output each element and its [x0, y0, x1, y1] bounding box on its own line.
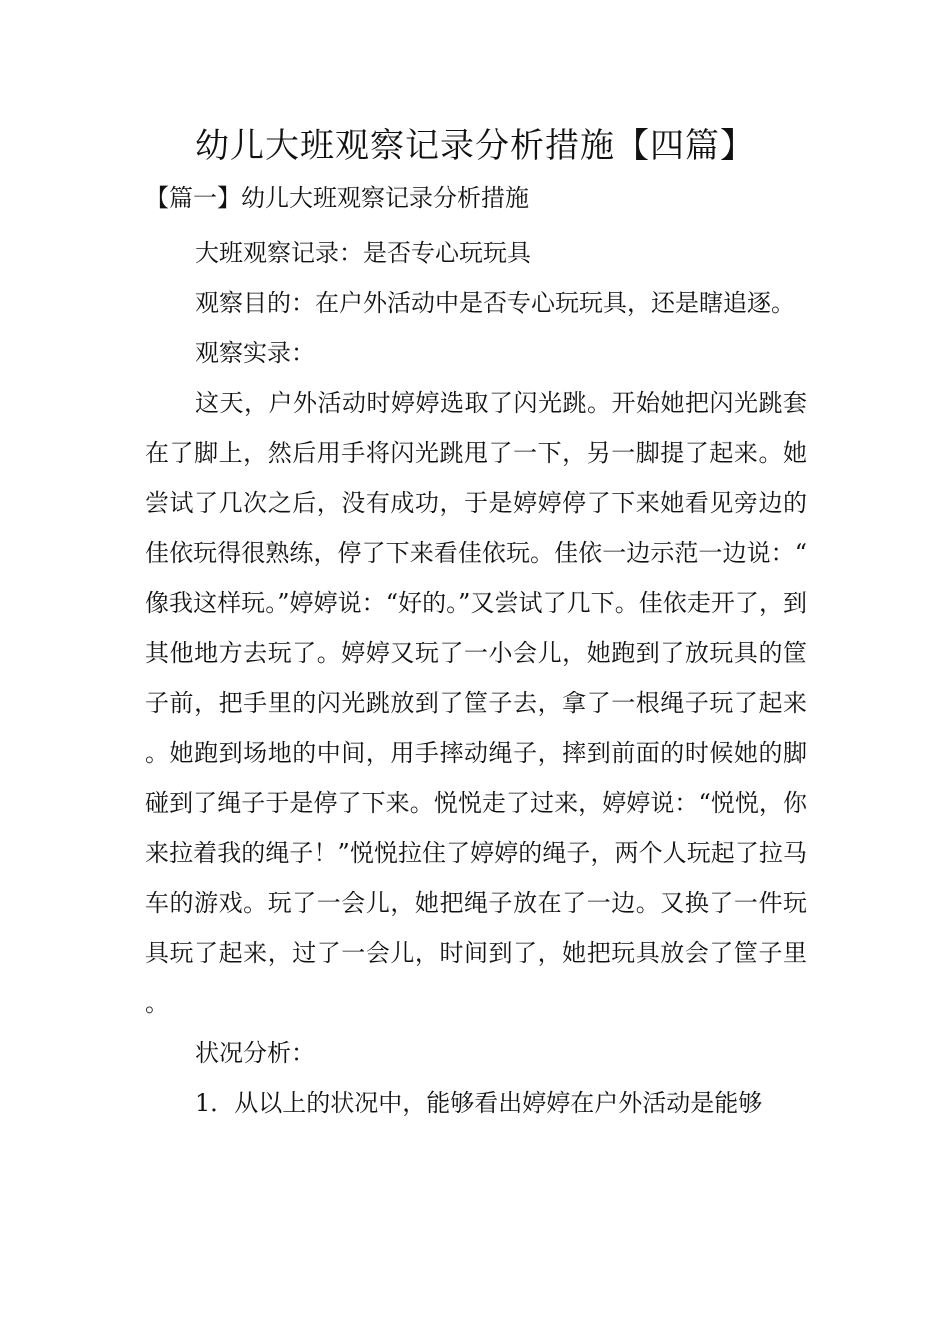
- document-body: [145, 228, 807, 1128]
- paragraph-record-heading: 观察实录：: [195, 339, 315, 367]
- section-heading: 【篇一】幼儿大班观察记录分析措施: [145, 184, 529, 212]
- paragraph-purpose: 观察目的：在户外活动中是否专心玩玩具，还是瞎追逐。: [195, 289, 795, 317]
- paragraph-record: 这天，户外活动时婷婷选取了闪光跳。开始她把闪光跳套在了脚上，然后用手将闪光跳甩了一下，另一脚提了起来。她尝试了几次之后，没有成功，于是婷婷停了下来她看见旁边的佳依玩得很熟练，停了下来看佳依玩。佳依一边示范一边说：“像我这样玩。”婷婷说：“好的。”又尝试了几下。佳依走开了，到其他地方去玩了。婷婷又玩了一小会儿，她跑到了放玩具的筐子前，把手里的闪光跳放到了筐子去，拿了一根绳子玩了起来。她跑到场地的中间，用手摔动绳子，摔到前面的时候她的脚碰到了绳子于是停了下来。悦悦走了过来，婷婷说：“悦悦，你来拉着我的绳子！”悦悦拉住了婷婷的绳子，两个人玩起了拉马车的游戏。玩了一会儿，她把绳子放在了一边。又换了一件玩具玩了起来，过了一会儿，时间到了，她把玩具放会了筐子里。: [145, 389, 807, 1017]
- paragraph-analysis-1: 1．从以上的状况中，能够看出婷婷在户外活动是能够: [195, 1089, 763, 1117]
- paragraph-analysis-heading: 状况分析：: [195, 1039, 315, 1067]
- document-title: 幼儿大班观察记录分析措施【四篇】: [195, 126, 755, 166]
- paragraph-topic: 大班观察记录：是否专心玩玩具: [195, 239, 531, 267]
